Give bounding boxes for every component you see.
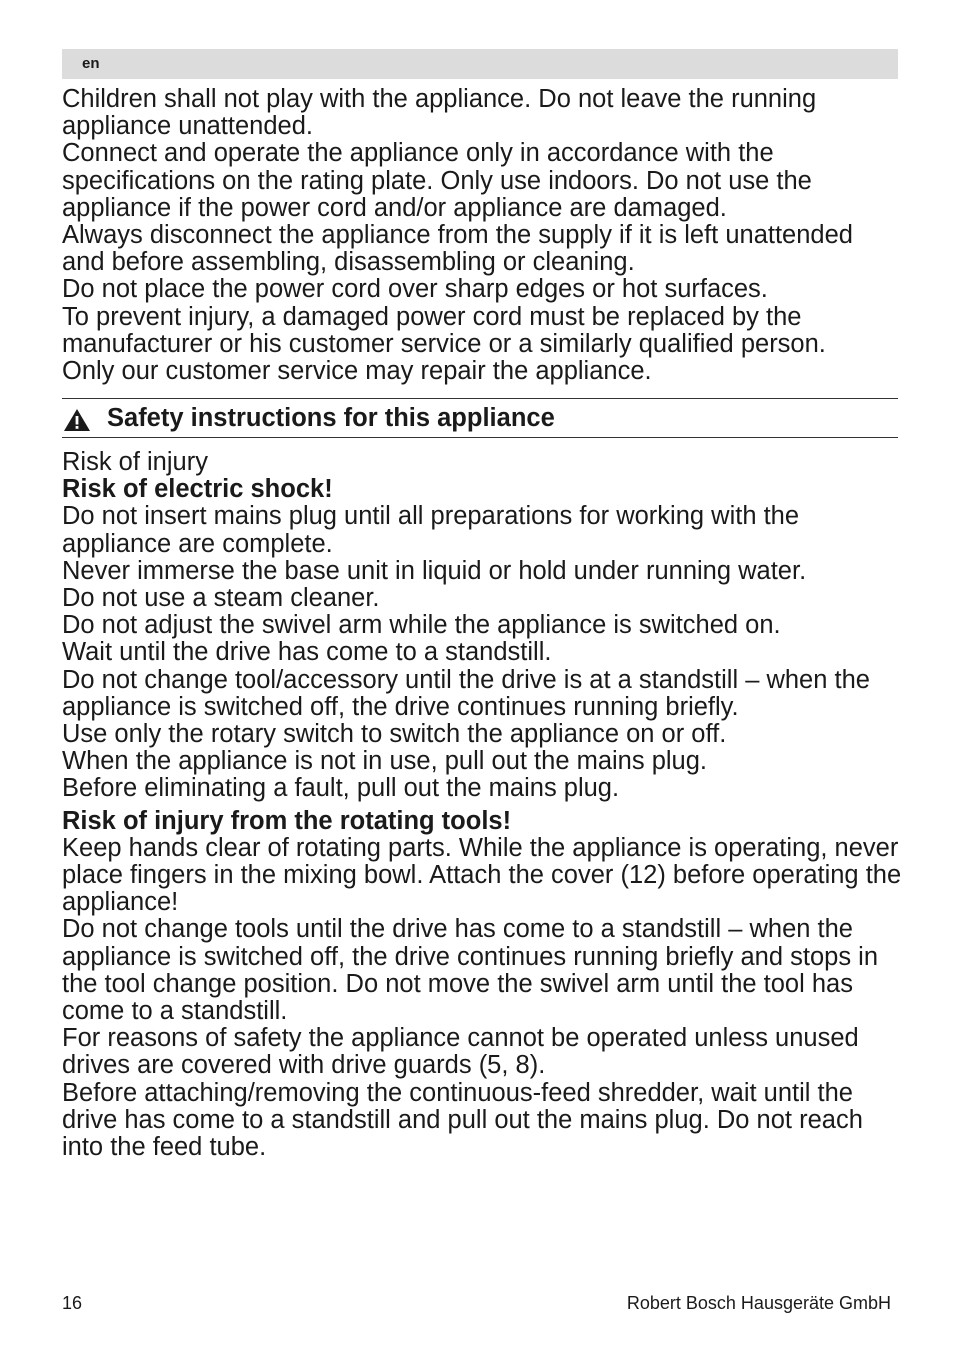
instruction-line: For reasons of safety the appliance cannot be operated unless unused drives are covered with drive guards (5, 8). [62,1024,859,1080]
instruction-line: Never immerse the base unit in liquid or hold under running water. [62,556,807,585]
page-number: 16 [62,1293,83,1313]
instruction-line: Do not use a steam cleaner. [62,584,380,613]
instruction-line: Do not change tools until the drive has come to a standstill – when the appliance is switched off, the drive continues running briefly and stops in the tool change position. Do not move the swivel arm until the tool has come to a standstill. [62,915,879,1026]
paragraph: Always disconnect the appliance from the supply if it is left unattended and before assembling, disassembling or cleaning. [62,221,853,277]
paragraph: Only our customer service may repair the appliance. [62,357,652,386]
language-code: en [82,55,100,72]
risk-instructions [62,449,902,1161]
instruction-line: Do not adjust the swivel arm while the appliance is switched on. [62,611,781,640]
paragraph: Children shall not play with the appliance. Do not leave the running appliance unattended. [62,85,817,141]
instruction-line: Use only the rotary switch to switch the appliance on or off. [62,720,727,749]
instruction-line: Do not change tool/accessory until the drive is at a standstill – when the appliance is switched off, the drive continues running briefly. [62,665,870,721]
section-heading [62,398,898,438]
paragraph: To prevent injury, a damaged power cord must be replaced by the manufacturer or his customer service or a similarly qualified person. [62,302,826,358]
instruction-line: Do not insert mains plug until all preparations for working with the appliance are complete. [62,502,800,558]
section-title: Safety instructions for this appliance [107,404,555,432]
instruction-line: Before attaching/removing the continuous-feed shredder, wait until the drive has come to a standstill and pull out the mains plug. Do not reach into the feed tube. [62,1078,863,1162]
company-name: Robert Bosch Hausgeräte GmbH [626,1293,891,1313]
instruction-line: When the appliance is not in use, pull out the mains plug. [62,747,707,776]
risk-heading-rotating: Risk of injury from the rotating tools! [62,806,512,835]
risk-heading: Risk of injury [62,448,208,476]
instruction-line: Keep hands clear of rotating parts. While the appliance is operating, never place fingers in the mixing bowl. Attach the cover (12) before operating the appliance! [62,833,902,917]
paragraph: Do not place the power cord over sharp edges or hot surfaces. [62,275,768,304]
language-header-bar [62,49,898,79]
instruction-line: Before eliminating a fault, pull out the mains plug. [62,774,620,803]
instruction-line: Wait until the drive has come to a standstill. [62,638,552,667]
intro-text [62,86,902,385]
paragraph: Connect and operate the appliance only in accordance with the specifications on the rating plate. Only use indoors. Do not use the appliance if the power cord and/or appliance are damaged. [62,139,812,222]
warning-triangle-icon [63,408,91,432]
risk-heading-electric: Risk of electric shock! [62,475,333,504]
